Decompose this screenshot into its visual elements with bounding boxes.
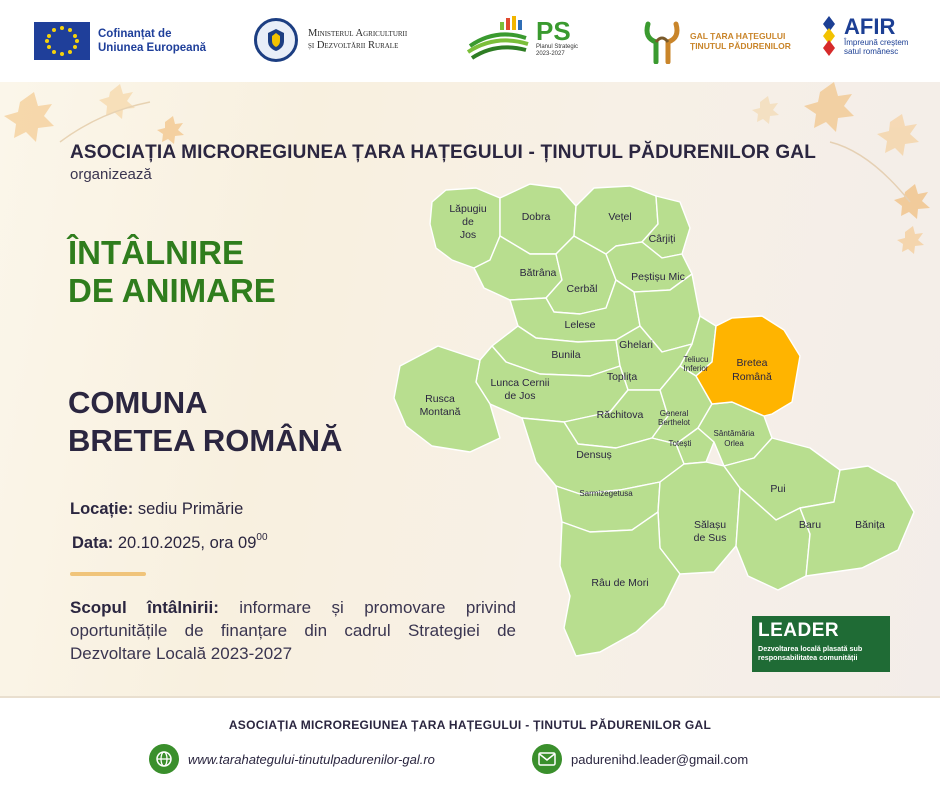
location-row (70, 500, 243, 519)
map-label-raudemori: Râu de Mori (591, 577, 649, 589)
map-label-rachitova: Răchitova (596, 409, 644, 421)
organizes-label: organizează (70, 166, 152, 183)
map-label-teliucu-2: Inferior (683, 364, 709, 373)
website-link[interactable]: www.tarahategului-tinutulpadurenilor-gal.ro (188, 751, 435, 767)
afir-sub-label: Împreună creștem satul românesc (844, 38, 909, 56)
eu-logo (34, 22, 206, 60)
footer (0, 696, 940, 788)
map-label-sarmizegetusa: Sarmizegetusa (579, 489, 633, 498)
map-label-dobra: Dobra (521, 211, 551, 223)
map-label-lapugiu-2: de (462, 216, 474, 228)
date-label: Data: (72, 534, 114, 552)
ps-stripes-icon (466, 16, 530, 60)
map-region-salasu (658, 462, 740, 574)
globe-icon (149, 744, 179, 774)
map-label-pui: Pui (770, 483, 786, 495)
map-label-bretea-1: Bretea (736, 357, 768, 369)
region-map (380, 176, 920, 676)
date-minutes: 00 (256, 532, 268, 543)
scope-text: informare și promovare privind oportunitățile de finanțare din cadrul Strategiei de Dezvoltare Locală 2023-2027 (70, 598, 516, 663)
map-label-vetel: Vețel (608, 211, 632, 223)
map-label-bretea-2: Română (732, 371, 772, 383)
organizer-title: ASOCIAȚIA MICROREGIUNEA ȚARA HAȚEGULUI - ȚINUTUL PĂDURENILOR GAL (70, 142, 817, 163)
ministry-label: Ministerul Agriculturii și Dezvoltării Rurale (308, 28, 408, 51)
eu-label: Cofinanțat de Uniunea Europeană (98, 28, 206, 54)
map-label-bunila: Bunila (551, 349, 581, 361)
map-label-santamaria-2: Orlea (724, 439, 744, 448)
gal-label: GAL ȚARA HAȚEGULUI ȚINUTUL PĂDURENILOR (690, 31, 791, 51)
ps-logo (466, 16, 578, 60)
event-title-line-2: DE ANIMARE (68, 272, 276, 309)
date-value: 20.10.2025, ora 09 (113, 534, 257, 552)
email-link[interactable]: padurenihd.leader@gmail.com (571, 751, 749, 767)
commune-title (68, 384, 398, 460)
leader-subtitle: Dezvoltarea locală plasată sub responsabilitatea comunității (758, 644, 863, 662)
website-contact[interactable] (149, 744, 435, 774)
afir-label: AFIR (844, 14, 896, 39)
map-label-general-2: Berthelot (657, 418, 691, 427)
event-title-line-1: ÎNTÂLNIRE (68, 234, 244, 271)
gal-tree-icon (640, 18, 684, 64)
leader-title: LEADER (758, 620, 840, 641)
map-label-ghelari: Ghelari (619, 339, 653, 351)
ministry-logo (254, 18, 407, 62)
afir-logo (820, 14, 908, 58)
gal-logo (640, 18, 791, 64)
map-label-lapugiu-3: Jos (459, 229, 477, 241)
ps-sub-label: Planul Strategic 2023-2027 (536, 44, 579, 57)
map-label-rusca-2: Montană (419, 406, 461, 418)
location-value: sediu Primărie (133, 500, 244, 518)
logo-strip (0, 0, 940, 82)
poster (0, 82, 940, 696)
map-label-pestisu: Peștișu Mic (631, 271, 685, 283)
map-label-toplita: Toplița (606, 371, 638, 383)
romanian-government-seal-icon (254, 18, 298, 62)
commune-title-line-2: BRETEA ROMÂNĂ (68, 423, 343, 458)
commune-title-line-1: COMUNA (68, 385, 208, 420)
map-label-densus: Densuș (576, 449, 612, 461)
map-label-lelese: Lelese (564, 319, 596, 331)
date-row (72, 532, 268, 553)
map-label-lapugiu-1: Lăpugiu (449, 203, 487, 215)
map-label-baru: Baru (798, 519, 822, 531)
map-label-carjiti: Cârjiți (648, 233, 676, 245)
map-label-lunca-2: de Jos (504, 390, 536, 402)
divider (70, 572, 146, 576)
map-label-cerbal: Cerbăl (566, 283, 598, 295)
ps-label: PS (536, 16, 571, 46)
map-label-teliucu-1: Teliucu (683, 355, 709, 364)
footer-organizer: ASOCIAȚIA MICROREGIUNEA ȚARA HAȚEGULUI - ȚINUTUL PĂDURENILOR GAL (228, 718, 712, 732)
map-label-salasu-2: de Sus (693, 532, 727, 544)
afir-flag-icon (820, 14, 838, 58)
eu-flag-icon (34, 22, 90, 60)
map-label-banita: Bănița (855, 519, 885, 531)
map-label-totesti: Totești (668, 439, 692, 448)
map-label-santamaria-1: Sântămăria (713, 429, 755, 438)
scope-label: Scopul întâlnirii: (70, 598, 219, 617)
event-title (68, 234, 328, 310)
leader-badge (752, 616, 890, 672)
location-label: Locație: (70, 500, 134, 518)
map-label-general-1: General (659, 409, 689, 418)
envelope-icon (532, 744, 562, 774)
map-label-salasu-1: Sălașu (693, 519, 727, 531)
map-label-batrana: Bătrâna (519, 267, 557, 279)
email-contact[interactable] (532, 744, 748, 774)
map-region-lapugiu (430, 188, 500, 268)
map-label-lunca-1: Lunca Cernii (490, 377, 550, 389)
map-label-rusca-1: Rusca (425, 393, 455, 405)
